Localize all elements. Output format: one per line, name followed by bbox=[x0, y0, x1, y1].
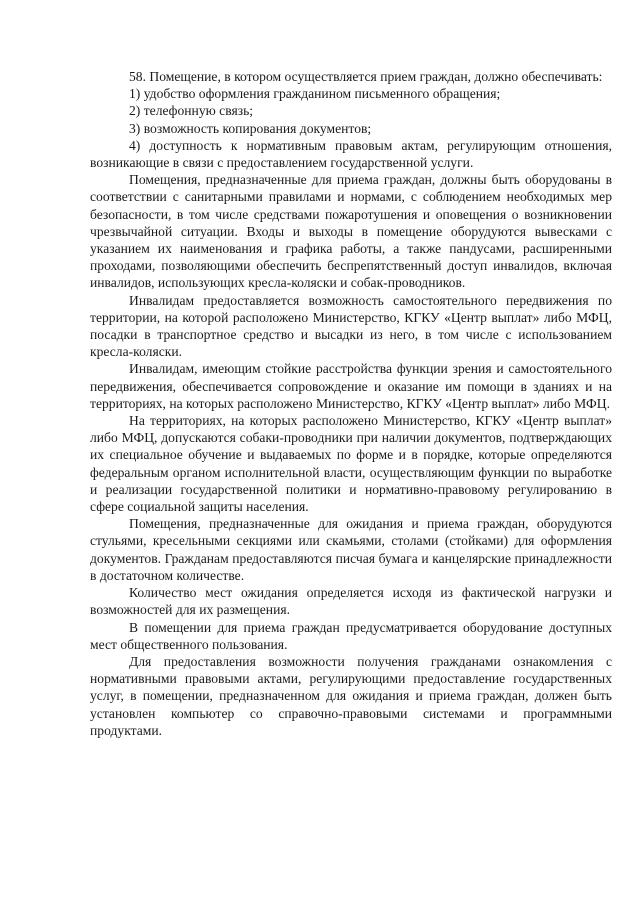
list-item-1: 1) удобство оформления гражданином письменного обращения; bbox=[129, 86, 501, 102]
list-item-4: 4) доступность к нормативным правовым актам, регулирующим отношения, возникающие в связи с предоставлением государственной услуги. bbox=[90, 137, 612, 171]
paragraph-waiting-furniture: Помещения, предназначенные для ожидания и приема граждан, оборудуются стульями, кресельными секциями или скамьями, столами (стойками) для оформления документов. Гражданам предоставляются писчая бумага и канцелярские принадлежности в достаточном количестве. bbox=[90, 516, 612, 583]
paragraph-58-intro: 58. Помещение, в котором осуществляется прием граждан, должно обеспечивать: bbox=[129, 69, 603, 84]
list-item-2: 2) телефонную связь; bbox=[129, 103, 254, 119]
document-body bbox=[90, 68, 612, 739]
paragraph-premises-equipment: Помещения, предназначенные для приема граждан, должны быть оборудованы в соответствии с санитарными правилами и нормами, с соблюдением необходимых мер безопасности, в том числе средствами пожаротушения и оповещения о возникновении чрезвычайной ситуации. Входы и выходы в помещение оборудуются вывесками с указанием их наименования и графика работы, а также пандусами, расширенными проходами, позволяющими обеспечить беспрепятственный доступ инвалидов, включая инвалидов, использующих кресла-коляски и собак-проводников. bbox=[90, 172, 612, 291]
paragraph-disabled-movement: Инвалидам предоставляется возможность самостоятельного передвижения по территории, на которой расположено Министерство, КГКУ «Центр выплат» либо МФЦ, посадки в транспортное средство и высадки из него, в том числе с использованием кресла-коляски. bbox=[90, 292, 612, 360]
paragraph-computer-legal-systems: Для предоставления возможности получения гражданами ознакомления с нормативными правовыми актами, регулирующими предоставление государственных услуг, в помещении, предназначенном для ожидания и приема граждан, должен быть установлен компьютер со справочно-правовыми системами и программными продуктами. bbox=[90, 653, 612, 738]
paragraph-guide-dogs: На территориях, на которых расположено Министерство, КГКУ «Центр выплат» либо МФЦ, допускаются собаки-проводники при наличии документов, подтверждающих их специальное обучение и выдаваемых по форме и в порядке, которые определяются федеральным органом исполнительной власти, осуществляющим функции по выработке и реализации государственной политики и нормативно-правовому регулированию в сфере социальной защиты населения. bbox=[90, 413, 612, 515]
list-item-3: 3) возможность копирования документов; bbox=[129, 120, 372, 136]
paragraph-vision-impaired-escort: Инвалидам, имеющим стойкие расстройства функции зрения и самостоятельного передвижения, обеспечивается сопровождение и оказание им помощи в зданиях и на территориях, на которых расположено Министерство, КГКУ «Центр выплат» либо МФЦ. bbox=[90, 361, 612, 411]
paragraph-waiting-seats-count: Количество мест ожидания определяется исходя из фактической нагрузки и возможностей для их размещения. bbox=[90, 585, 612, 618]
paragraph-public-facilities: В помещении для приема граждан предусматривается оборудование доступных мест общественного пользования. bbox=[90, 619, 612, 652]
